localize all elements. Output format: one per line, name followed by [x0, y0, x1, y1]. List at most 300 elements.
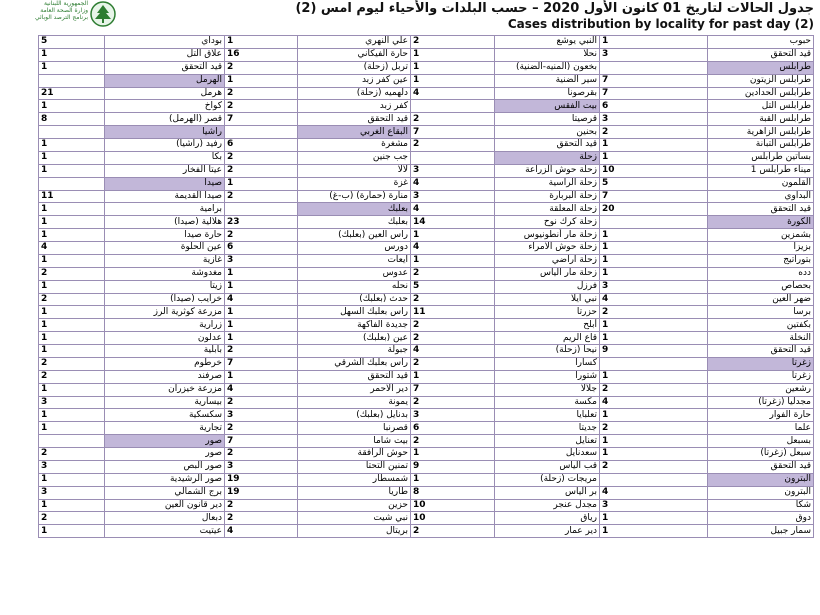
- locality-cell: برامية: [105, 203, 225, 216]
- case-count-cell: 2: [600, 460, 708, 473]
- case-count-cell: 1: [600, 525, 708, 538]
- locality-cell: عدلون: [105, 332, 225, 345]
- case-count-cell: 2: [225, 100, 298, 113]
- locality-cell: تعنايل: [495, 435, 600, 448]
- locality-cell: قصر (الهرمل): [105, 113, 225, 126]
- case-count-cell: 1: [39, 139, 105, 152]
- case-count-cell: 1: [411, 448, 495, 461]
- locality-cell: طاريا: [298, 486, 411, 499]
- district-header-cell: صيدا: [105, 177, 225, 190]
- logo-line-2: وزارة الصحة العامة: [40, 7, 88, 14]
- case-count-cell: [225, 203, 298, 216]
- locality-cell: غزة: [298, 177, 411, 190]
- table-row: [39, 242, 814, 255]
- locality-cell: بساتين طرابلس: [708, 151, 814, 164]
- district-header-cell: الكورة: [708, 216, 814, 229]
- table-row: [39, 164, 814, 177]
- case-count-cell: 4: [39, 242, 105, 255]
- case-count-cell: 4: [600, 486, 708, 499]
- case-count-cell: 2: [600, 306, 708, 319]
- case-count-cell: 16: [225, 48, 298, 61]
- case-count-cell: 2: [411, 396, 495, 409]
- case-count-cell: 2: [225, 512, 298, 525]
- case-count-cell: 2: [600, 422, 708, 435]
- locality-cell: عين (بعلبك): [298, 332, 411, 345]
- locality-cell: مجدليا (زغرتا): [708, 396, 814, 409]
- locality-cell: زحلة مار الياس: [495, 267, 600, 280]
- locality-cell: هرمل: [105, 87, 225, 100]
- locality-cell: حارة صيدا: [105, 229, 225, 242]
- table-row: [39, 61, 814, 74]
- table-row: [39, 306, 814, 319]
- case-count-cell: 1: [411, 370, 495, 383]
- table-row: [39, 499, 814, 512]
- table-row: [39, 203, 814, 216]
- case-count-cell: 1: [225, 370, 298, 383]
- table-row: [39, 293, 814, 306]
- locality-cell: بر الياس: [495, 486, 600, 499]
- locality-cell: دبعال: [105, 512, 225, 525]
- case-count-cell: 1: [39, 280, 105, 293]
- case-count-cell: 10: [411, 499, 495, 512]
- case-count-cell: 3: [225, 460, 298, 473]
- locality-cell: رفيد (راشيا): [105, 139, 225, 152]
- locality-cell: راس بعلبك السهل: [298, 306, 411, 319]
- case-count-cell: 1: [600, 319, 708, 332]
- locality-cell: زحلة حوش الامراء: [495, 242, 600, 255]
- locality-cell: صور الرشيدية: [105, 473, 225, 486]
- case-count-cell: 1: [600, 151, 708, 164]
- locality-cell: دير الاحمر: [298, 383, 411, 396]
- case-count-cell: [39, 435, 105, 448]
- locality-cell: منارة (حمارة) (ب-غ): [298, 190, 411, 203]
- locality-cell: دورس: [298, 242, 411, 255]
- case-count-cell: 1: [39, 422, 105, 435]
- table-row: [39, 87, 814, 100]
- case-count-cell: 1: [39, 499, 105, 512]
- table-row: [39, 486, 814, 499]
- locality-cell: فرزل: [495, 280, 600, 293]
- locality-cell: كسارا: [495, 357, 600, 370]
- locality-cell: قيد التحقق: [708, 203, 814, 216]
- case-count-cell: 4: [600, 293, 708, 306]
- logo-line-1: الجمهورية اللبنانية: [43, 0, 88, 7]
- case-count-cell: 3: [411, 409, 495, 422]
- locality-cell: قصرنبا: [298, 422, 411, 435]
- table-row: [39, 151, 814, 164]
- locality-cell: بدنايل (بعلبك): [298, 409, 411, 422]
- locality-cell: سبعل (زغرتا): [708, 448, 814, 461]
- locality-cell: ضهر العين: [708, 293, 814, 306]
- case-count-cell: [600, 473, 708, 486]
- table-row: [39, 216, 814, 229]
- locality-cell: عين كفر زبد: [298, 74, 411, 87]
- locality-cell: قيد التحقق: [298, 370, 411, 383]
- locality-cell: عيتيت: [105, 525, 225, 538]
- locality-cell: شمسطار: [298, 473, 411, 486]
- table-row: [39, 345, 814, 358]
- case-count-cell: 1: [225, 36, 298, 49]
- locality-cell: عدوس: [298, 267, 411, 280]
- case-count-cell: 7: [411, 126, 495, 139]
- locality-cell: بكفتين: [708, 319, 814, 332]
- case-count-cell: 3: [411, 190, 495, 203]
- case-count-cell: 1: [411, 254, 495, 267]
- case-count-cell: 3: [600, 499, 708, 512]
- case-count-cell: 6: [411, 422, 495, 435]
- case-count-cell: 2: [225, 499, 298, 512]
- locality-cell: عيتا الفخار: [105, 164, 225, 177]
- case-count-cell: 21: [39, 87, 105, 100]
- case-count-cell: 1: [39, 254, 105, 267]
- locality-cell: قب الياس: [495, 460, 600, 473]
- case-count-cell: 1: [39, 203, 105, 216]
- locality-cell: مجدل عنجر: [495, 499, 600, 512]
- locality-cell: علما: [708, 422, 814, 435]
- table-row: [39, 100, 814, 113]
- case-count-cell: 1: [225, 332, 298, 345]
- case-count-cell: 4: [411, 177, 495, 190]
- table-row: [39, 332, 814, 345]
- district-header-cell: زغرتا: [708, 357, 814, 370]
- table-row: [39, 267, 814, 280]
- case-count-cell: [39, 74, 105, 87]
- case-count-cell: 2: [411, 139, 495, 152]
- locality-cell: مغدوشة: [105, 267, 225, 280]
- cases-table: [38, 35, 814, 538]
- case-count-cell: 1: [39, 409, 105, 422]
- case-count-cell: 9: [411, 460, 495, 473]
- case-count-cell: 7: [411, 383, 495, 396]
- case-count-cell: 1: [600, 512, 708, 525]
- locality-cell: مريجات (زحلة): [495, 473, 600, 486]
- locality-cell: قيد التحقق: [298, 113, 411, 126]
- locality-cell: بكا: [105, 151, 225, 164]
- locality-cell: بريتال: [298, 525, 411, 538]
- logo-line-3: برنامج الترصد الوبائي: [34, 14, 88, 21]
- table-row: [39, 473, 814, 486]
- locality-cell: نحلا: [495, 48, 600, 61]
- case-count-cell: 1: [39, 229, 105, 242]
- case-count-cell: 10: [411, 512, 495, 525]
- case-count-cell: 2: [39, 357, 105, 370]
- table-row: [39, 448, 814, 461]
- locality-cell: زحلة أراضي: [495, 254, 600, 267]
- case-count-cell: 1: [411, 473, 495, 486]
- case-count-cell: 8: [39, 113, 105, 126]
- locality-cell: خرايب (صيدا): [105, 293, 225, 306]
- case-count-cell: 1: [600, 409, 708, 422]
- case-count-cell: 2: [600, 126, 708, 139]
- case-count-cell: 19: [225, 473, 298, 486]
- case-count-cell: 19: [225, 486, 298, 499]
- locality-cell: حزرتا: [495, 306, 600, 319]
- case-count-cell: 7: [600, 74, 708, 87]
- case-count-cell: 7: [600, 190, 708, 203]
- locality-cell: ايعات: [298, 254, 411, 267]
- table-row: [39, 370, 814, 383]
- case-count-cell: 1: [39, 100, 105, 113]
- case-count-cell: 2: [39, 370, 105, 383]
- case-count-cell: 1: [39, 61, 105, 74]
- case-count-cell: [39, 126, 105, 139]
- case-count-cell: 3: [600, 280, 708, 293]
- district-header-cell: البترون: [708, 473, 814, 486]
- locality-cell: كفر زبد: [298, 100, 411, 113]
- case-count-cell: 1: [411, 61, 495, 74]
- locality-cell: أبلح: [495, 319, 600, 332]
- locality-cell: سمار جبيل: [708, 525, 814, 538]
- locality-cell: طرابلس الحدادين: [708, 87, 814, 100]
- locality-cell: قيد التحقق: [495, 139, 600, 152]
- locality-cell: زحلة حوش الزراعة: [495, 164, 600, 177]
- cedar-emblem-icon: [90, 1, 116, 27]
- district-header-cell: بعلبك: [298, 203, 411, 216]
- table-row: [39, 190, 814, 203]
- case-count-cell: 2: [411, 357, 495, 370]
- locality-cell: بحنين: [495, 126, 600, 139]
- table-row: [39, 422, 814, 435]
- locality-cell: راس العين (بعلبك): [298, 229, 411, 242]
- case-count-cell: 2: [225, 396, 298, 409]
- ministry-logo: [2, 0, 122, 30]
- case-count-cell: 20: [600, 203, 708, 216]
- locality-cell: سعدنايل: [495, 448, 600, 461]
- case-count-cell: 1: [225, 319, 298, 332]
- locality-cell: حزين: [298, 499, 411, 512]
- locality-cell: جديدة الفاكهة: [298, 319, 411, 332]
- locality-cell: دلهميه (زحلة): [298, 87, 411, 100]
- locality-cell: بزيزا: [708, 242, 814, 255]
- case-count-cell: 1: [600, 242, 708, 255]
- table-row: [39, 435, 814, 448]
- case-count-cell: 1: [600, 36, 708, 49]
- case-count-cell: 2: [39, 512, 105, 525]
- table-row: [39, 525, 814, 538]
- case-count-cell: 4: [225, 293, 298, 306]
- case-count-cell: 4: [411, 203, 495, 216]
- locality-cell: قيد التحقق: [708, 345, 814, 358]
- case-count-cell: 7: [225, 113, 298, 126]
- locality-cell: رياق: [495, 512, 600, 525]
- locality-cell: يمونة: [298, 396, 411, 409]
- case-count-cell: 5: [600, 177, 708, 190]
- locality-cell: النخلة: [708, 332, 814, 345]
- case-count-cell: 14: [411, 216, 495, 229]
- locality-cell: غازية: [105, 254, 225, 267]
- table-row: [39, 36, 814, 49]
- case-count-cell: 7: [600, 87, 708, 100]
- locality-cell: مزرعة خيزران: [105, 383, 225, 396]
- case-count-cell: 2: [225, 422, 298, 435]
- case-count-cell: 4: [411, 87, 495, 100]
- case-count-cell: 1: [39, 306, 105, 319]
- case-count-cell: 5: [39, 36, 105, 49]
- locality-cell: نبي شيت: [298, 512, 411, 525]
- case-count-cell: 3: [411, 164, 495, 177]
- table-row: [39, 409, 814, 422]
- case-count-cell: 2: [600, 383, 708, 396]
- case-count-cell: 2: [411, 435, 495, 448]
- locality-cell: راس بعلبك الشرقي: [298, 357, 411, 370]
- case-count-cell: 1: [39, 151, 105, 164]
- locality-cell: تجارية: [105, 422, 225, 435]
- locality-cell: زحلة كرك نوح: [495, 216, 600, 229]
- page-title-english: Cases distribution by locality for past day (2): [507, 17, 814, 31]
- table-row: [39, 126, 814, 139]
- case-count-cell: 6: [600, 100, 708, 113]
- case-count-cell: 3: [225, 254, 298, 267]
- case-count-cell: 10: [600, 164, 708, 177]
- district-header-cell: طرابلس: [708, 61, 814, 74]
- locality-cell: طرابلس التبانة: [708, 139, 814, 152]
- district-header-cell: راشيا: [105, 126, 225, 139]
- locality-cell: مشغرة: [298, 139, 411, 152]
- case-count-cell: 1: [39, 473, 105, 486]
- table-row: [39, 512, 814, 525]
- locality-cell: جبولة: [298, 345, 411, 358]
- locality-cell: شتورا: [495, 370, 600, 383]
- locality-cell: صرفند: [105, 370, 225, 383]
- locality-cell: حدث (بعلبك): [298, 293, 411, 306]
- locality-cell: بيت شاما: [298, 435, 411, 448]
- locality-cell: بيسارية: [105, 396, 225, 409]
- table-row: [39, 177, 814, 190]
- locality-cell: زحلة الراسية: [495, 177, 600, 190]
- case-count-cell: 8: [411, 486, 495, 499]
- case-count-cell: 11: [39, 190, 105, 203]
- case-count-cell: 2: [39, 293, 105, 306]
- case-count-cell: [600, 357, 708, 370]
- case-count-cell: 1: [39, 332, 105, 345]
- case-count-cell: 7: [225, 357, 298, 370]
- case-count-cell: 1: [600, 435, 708, 448]
- case-count-cell: 2: [225, 448, 298, 461]
- case-count-cell: 2: [411, 113, 495, 126]
- locality-cell: بسبعل: [708, 435, 814, 448]
- district-header-cell: زحلة: [495, 151, 600, 164]
- case-count-cell: 1: [600, 229, 708, 242]
- locality-cell: بخعون (المنيه-الضنية): [495, 61, 600, 74]
- locality-cell: كواخ: [105, 100, 225, 113]
- locality-cell: قاع الريم: [495, 332, 600, 345]
- case-count-cell: 1: [39, 383, 105, 396]
- locality-cell: هلالية (صيدا): [105, 216, 225, 229]
- locality-cell: برسا: [708, 306, 814, 319]
- locality-cell: بشمزين: [708, 229, 814, 242]
- case-count-cell: 1: [225, 74, 298, 87]
- table-row: [39, 396, 814, 409]
- locality-cell: حبوب: [708, 36, 814, 49]
- case-count-cell: 1: [600, 370, 708, 383]
- locality-cell: حارة الفوار: [708, 409, 814, 422]
- case-count-cell: 3: [39, 486, 105, 499]
- case-count-cell: 3: [600, 48, 708, 61]
- case-count-cell: 3: [39, 396, 105, 409]
- case-count-cell: 4: [411, 242, 495, 255]
- locality-cell: خرطوم: [105, 357, 225, 370]
- case-count-cell: 1: [39, 525, 105, 538]
- locality-cell: مكسة: [495, 396, 600, 409]
- case-count-cell: 1: [39, 48, 105, 61]
- locality-cell: سير الضنية: [495, 74, 600, 87]
- case-count-cell: 6: [225, 242, 298, 255]
- locality-cell: بتوراتيج: [708, 254, 814, 267]
- case-count-cell: [600, 216, 708, 229]
- case-count-cell: 2: [225, 164, 298, 177]
- case-count-cell: 1: [600, 267, 708, 280]
- locality-cell: دير عمار: [495, 525, 600, 538]
- locality-cell: زحلة المعلقة: [495, 203, 600, 216]
- locality-cell: ميناء طرابلس 1: [708, 164, 814, 177]
- case-count-cell: 1: [225, 177, 298, 190]
- case-count-cell: 1: [411, 48, 495, 61]
- district-header-cell: بيت الفقس: [495, 100, 600, 113]
- page-title-arabic: جدول الحالات لتاريخ 01 كانون الأول 2020 – حسب البلدات والأحياء ليوم امس (2): [295, 1, 814, 16]
- locality-cell: طرابلس الزاهرية: [708, 126, 814, 139]
- locality-cell: دير قانون العين: [105, 499, 225, 512]
- locality-cell: نحله: [298, 280, 411, 293]
- case-count-cell: 2: [411, 267, 495, 280]
- case-count-cell: 2: [225, 345, 298, 358]
- locality-cell: البداوي: [708, 190, 814, 203]
- locality-cell: البترون: [708, 486, 814, 499]
- locality-cell: النبي يوشع: [495, 36, 600, 49]
- locality-cell: نيحا (زحلة): [495, 345, 600, 358]
- case-count-cell: 1: [39, 216, 105, 229]
- case-count-cell: 2: [39, 448, 105, 461]
- locality-cell: تمنين التحتا: [298, 460, 411, 473]
- case-count-cell: [411, 100, 495, 113]
- locality-cell: زيتا: [105, 280, 225, 293]
- locality-cell: طرابلس التل: [708, 100, 814, 113]
- locality-cell: دوق: [708, 512, 814, 525]
- locality-cell: دده: [708, 267, 814, 280]
- case-count-cell: 2: [411, 293, 495, 306]
- table-row: [39, 48, 814, 61]
- case-count-cell: 1: [225, 306, 298, 319]
- locality-cell: زحلة مار أنطونيوس: [495, 229, 600, 242]
- case-count-cell: 2: [411, 332, 495, 345]
- case-count-cell: 1: [600, 448, 708, 461]
- page-header: [0, 0, 820, 34]
- locality-cell: زرارية: [105, 319, 225, 332]
- locality-cell: تربل (زحلة): [298, 61, 411, 74]
- locality-cell: جديتا: [495, 422, 600, 435]
- locality-cell: رشعين: [708, 383, 814, 396]
- table-row: [39, 113, 814, 126]
- case-count-cell: 2: [225, 190, 298, 203]
- case-count-cell: 9: [600, 345, 708, 358]
- case-count-cell: 3: [225, 409, 298, 422]
- case-count-cell: 1: [411, 74, 495, 87]
- case-count-cell: 5: [411, 280, 495, 293]
- table-row: [39, 383, 814, 396]
- locality-cell: بوداي: [105, 36, 225, 49]
- locality-cell: بقرصونا: [495, 87, 600, 100]
- locality-cell: حوش الرافقة: [298, 448, 411, 461]
- locality-cell: قيد التحقق: [708, 48, 814, 61]
- case-count-cell: 7: [225, 435, 298, 448]
- locality-cell: عين الحلوة: [105, 242, 225, 255]
- case-count-cell: 4: [225, 525, 298, 538]
- table-row: [39, 357, 814, 370]
- case-count-cell: 2: [411, 36, 495, 49]
- locality-cell: صور البص: [105, 460, 225, 473]
- locality-cell: جلالا: [495, 383, 600, 396]
- district-header-cell: صور: [105, 435, 225, 448]
- locality-cell: صيدا القديمة: [105, 190, 225, 203]
